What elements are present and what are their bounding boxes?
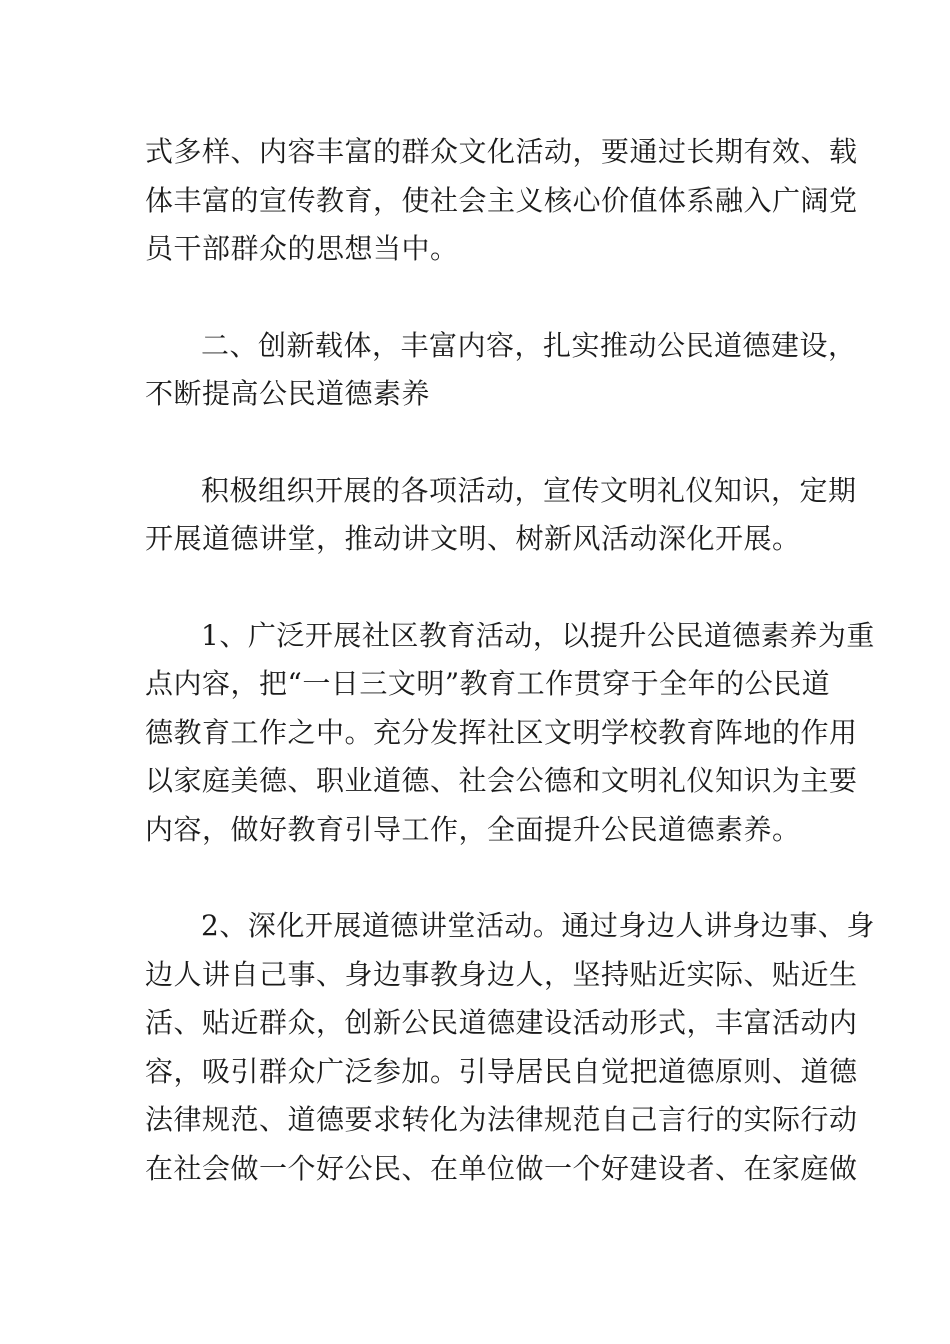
paragraph-3 bbox=[145, 467, 857, 564]
heading-line: 二、创新载体，丰富内容，扎实推动公民道德建设， bbox=[201, 328, 857, 362]
paragraph-line: 1、广泛开展社区教育活动，以提升公民道德素养为重 bbox=[201, 618, 875, 652]
paragraph-line: 边人讲自己事、身边事教身边人，坚持贴近实际、贴近生 bbox=[145, 957, 858, 991]
document-body bbox=[145, 128, 875, 1193]
paragraph-line: 法律规范、道德要求转化为法律规范自己言行的实际行动 bbox=[145, 1103, 858, 1136]
paragraph-5 bbox=[145, 902, 875, 1193]
paragraph-line: 体丰富的宣传教育，使社会主义核心价值体系融入广阔党 bbox=[145, 183, 858, 217]
paragraph-line: 容，吸引群众广泛参加。引导居民自觉把道德原则、道德 bbox=[145, 1054, 858, 1088]
paragraph-line: 点内容，把“一日三文明”教育工作贯穿于全年的公民道 bbox=[145, 667, 831, 700]
section-heading-2 bbox=[145, 322, 857, 419]
paragraph-line: 开展道德讲堂，推动讲文明、树新风活动深化开展。 bbox=[145, 522, 801, 555]
heading-line: 不断提高公民道德素养 bbox=[145, 377, 431, 410]
paragraph-4 bbox=[145, 612, 875, 855]
paragraph-1 bbox=[145, 128, 858, 274]
paragraph-spacer bbox=[145, 419, 810, 467]
paragraph-line: 式多样、内容丰富的群众文化活动，要通过长期有效、载 bbox=[145, 135, 858, 168]
paragraph-line: 在社会做一个好公民、在单位做一个好建设者、在家庭做 bbox=[145, 1151, 858, 1185]
paragraph-line: 内容，做好教育引导工作，全面提升公民道德素养。 bbox=[145, 812, 801, 846]
paragraph-line: 以家庭美德、职业道德、社会公德和文明礼仪知识为主要 bbox=[145, 764, 858, 797]
paragraph-spacer bbox=[145, 564, 810, 612]
paragraph-line: 德教育工作之中。充分发挥社区文明学校教育阵地的作用 bbox=[145, 715, 858, 749]
paragraph-line: 活、贴近群众，创新公民道德建设活动形式，丰富活动内 bbox=[145, 1006, 858, 1039]
paragraph-line: 2、深化开展道德讲堂活动。通过身边人讲身边事、身 bbox=[201, 909, 875, 942]
paragraph-line: 员干部群众的思想当中。 bbox=[145, 232, 459, 265]
paragraph-line: 积极组织开展的各项活动，宣传文明礼仪知识，定期 bbox=[201, 473, 857, 507]
paragraph-spacer bbox=[145, 854, 810, 902]
paragraph-spacer bbox=[145, 274, 810, 322]
